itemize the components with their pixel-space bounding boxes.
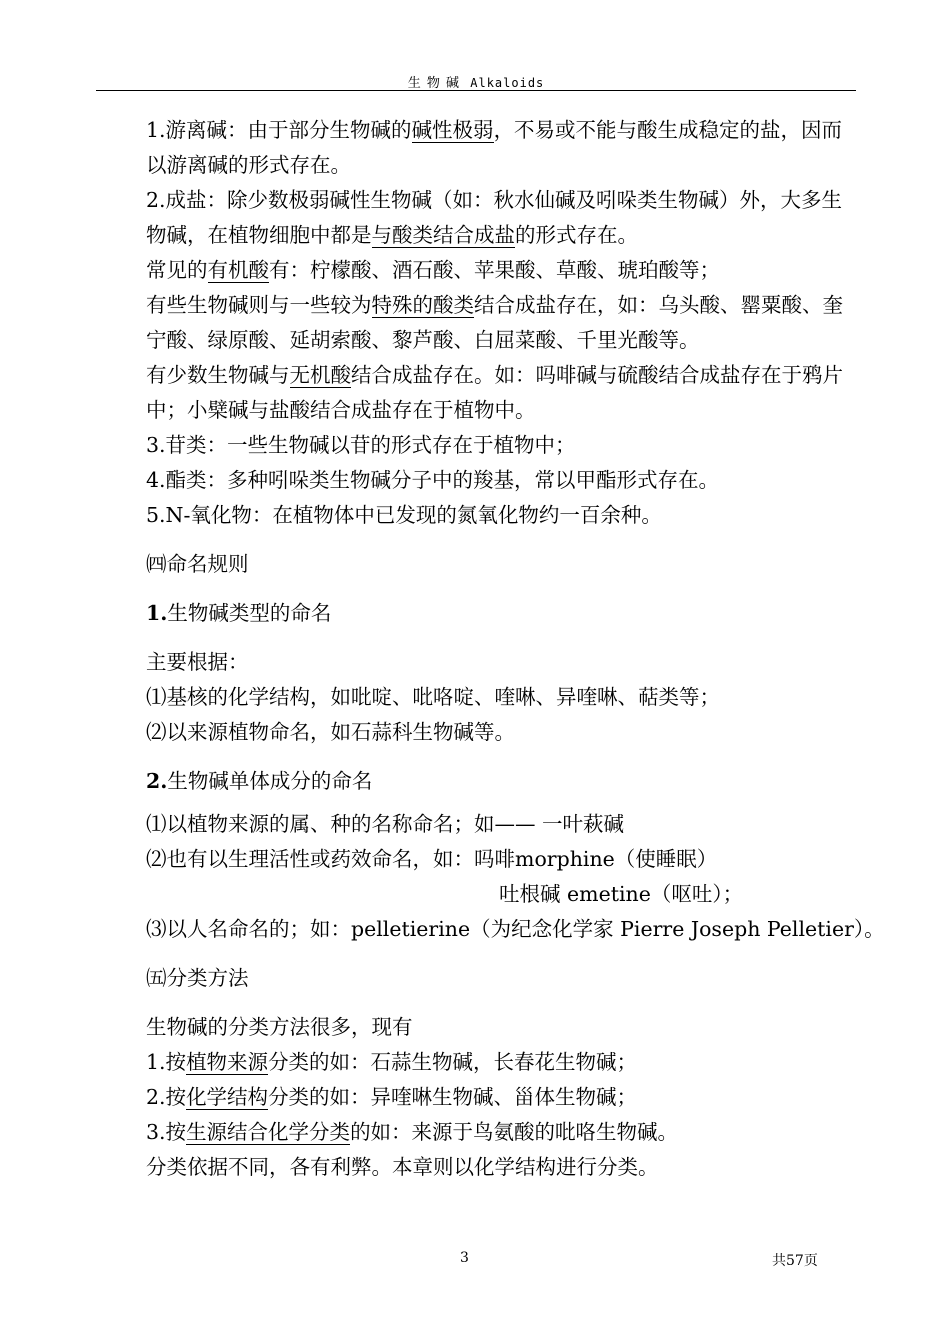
subheading-number: 1. bbox=[146, 601, 168, 625]
section-heading-naming: ㈣命名规则 bbox=[146, 552, 249, 576]
text: 的形式存在。 bbox=[515, 223, 638, 247]
subheading-number: 2. bbox=[146, 769, 168, 793]
page-number: 3 bbox=[460, 1250, 469, 1266]
running-header bbox=[96, 72, 856, 91]
para-n-oxide: 5.N-氧化物：在植物体中已发现的氮氧化物约一百余种。 bbox=[146, 503, 662, 527]
header-rule bbox=[96, 90, 856, 91]
para-salt bbox=[100, 183, 852, 253]
underlined-term: 化学结构 bbox=[186, 1085, 269, 1109]
para-free-base bbox=[100, 113, 852, 183]
underlined-term: 特殊的酸类 bbox=[371, 293, 474, 317]
total-pages: 共57页 bbox=[772, 1253, 818, 1269]
para-organic-acid bbox=[100, 253, 852, 288]
para-classify-summary: 分类依据不同，各有利弊。本章则以化学结构进行分类。 bbox=[146, 1155, 659, 1179]
text: 结合成盐存在。如：吗啡碱与硫酸结合成盐存在于鸦片中；小檗碱与盐酸结合成盐存在于植物中。 bbox=[146, 363, 843, 422]
para-classify-3 bbox=[100, 1115, 852, 1150]
para-classify-intro: 生物碱的分类方法很多，现有 bbox=[146, 1015, 413, 1039]
header-title-cn: 生 物 碱 bbox=[407, 76, 460, 91]
para-mono-1: ⑴以植物来源的属、种的名称命名；如—— 一叶萩碱 bbox=[146, 812, 625, 836]
text: 1.按 bbox=[146, 1050, 187, 1074]
underlined-term: 有机酸 bbox=[207, 258, 269, 282]
para-basis: 主要根据： bbox=[146, 650, 249, 674]
underlined-term: 碱性极弱 bbox=[411, 118, 494, 142]
text: 2.成盐：除少数极弱碱性生物碱（如：秋水仙碱及吲哚类生物碱）外，大多生物碱，在植物细胞中都是 bbox=[146, 188, 843, 247]
para-mono-3: ⑶以人名命名的；如：pelletierine（为纪念化学家 Pierre Joseph Pelletier）。 bbox=[146, 917, 885, 941]
subheading-title: 生物碱单体成分的命名 bbox=[167, 769, 373, 793]
underlined-term: 无机酸 bbox=[289, 363, 351, 387]
para-basis-2: ⑵以来源植物命名，如石蒜科生物碱等。 bbox=[146, 720, 515, 744]
header-title-en: Alkaloids bbox=[470, 76, 545, 90]
para-inorganic-acid bbox=[100, 358, 852, 428]
text: 1.游离碱：由于部分生物碱的 bbox=[146, 118, 412, 142]
underlined-term: 植物来源 bbox=[186, 1050, 269, 1074]
subheading-type-naming bbox=[100, 596, 852, 631]
text: 结合成盐存在，如：乌头酸、罂粟酸、奎宁酸、绿原酸、延胡索酸、黎芦酸、白屈菜酸、千里光酸等。 bbox=[146, 293, 843, 352]
para-basis-1: ⑴基核的化学结构，如吡啶、吡咯啶、喹啉、异喹啉、萜类等； bbox=[146, 685, 720, 709]
text: 有少数生物碱与 bbox=[146, 363, 290, 387]
underlined-term: 与酸类结合成盐 bbox=[371, 223, 515, 247]
para-mono-2b: 吐根碱 emetine（呕吐）； bbox=[499, 882, 744, 906]
underlined-term: 生源结合化学分类 bbox=[186, 1120, 351, 1144]
text: ，不易或不能与酸生成稳定的盐，因而以游离碱的形式存在。 bbox=[146, 118, 843, 177]
text: 常见的 bbox=[146, 258, 208, 282]
text: 有些生物碱则与一些较为 bbox=[146, 293, 372, 317]
text: 2.按 bbox=[146, 1085, 187, 1109]
para-mono-2: ⑵也有以生理活性或药效命名，如：吗啡morphine（使睡眠） bbox=[146, 847, 718, 871]
text: 的如：来源于鸟氨酸的吡咯生物碱。 bbox=[350, 1120, 679, 1144]
section-heading-classify: ㈤分类方法 bbox=[146, 966, 249, 990]
subheading-mono-naming bbox=[100, 764, 852, 799]
text: 3.按 bbox=[146, 1120, 187, 1144]
page-body bbox=[100, 113, 885, 1185]
para-ester: 4.酯类：多种吲哚类生物碱分子中的羧基，常以甲酯形式存在。 bbox=[146, 468, 720, 492]
para-classify-2 bbox=[100, 1080, 852, 1115]
para-classify-1 bbox=[100, 1045, 852, 1080]
subheading-title: 生物碱类型的命名 bbox=[167, 601, 332, 625]
text: 分类的如：石蒜生物碱，长春花生物碱； bbox=[268, 1050, 638, 1074]
text: 有：柠檬酸、酒石酸、苹果酸、草酸、琥珀酸等； bbox=[269, 258, 720, 282]
para-special-acid bbox=[100, 288, 852, 358]
para-glycoside: 3.苷类：一些生物碱以苷的形式存在于植物中； bbox=[146, 433, 576, 457]
text: 分类的如：异喹啉生物碱、甾体生物碱； bbox=[268, 1085, 638, 1109]
